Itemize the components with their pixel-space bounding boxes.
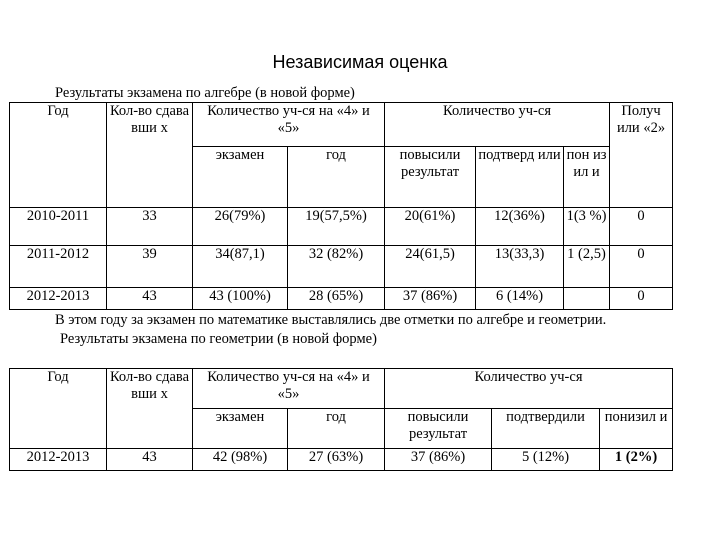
cell-raised: 37 (86%) (385, 449, 492, 471)
cell-raised: 37 (86%) (385, 288, 476, 310)
cell-year: 2012-2013 (10, 449, 107, 471)
header-exam: экзамен (193, 147, 288, 208)
table-row (10, 246, 673, 288)
cell-got2: 0 (610, 246, 673, 288)
header-count: Кол-во сдававши х (107, 103, 193, 208)
header-annual: год (288, 409, 385, 449)
header-confirmed: подтвердили (492, 409, 600, 449)
table-row (10, 288, 673, 310)
cell-got2: 0 (610, 208, 673, 246)
cell-year: 2010-2011 (10, 208, 107, 246)
header-count: Кол-во сдававши х (107, 369, 193, 449)
cell-confirmed: 13(33,3) (476, 246, 564, 288)
geometry-caption: Результаты экзамена по геометрии (в новой форме) (60, 331, 377, 347)
cell-year: 2011-2012 (10, 246, 107, 288)
algebra-table (9, 102, 673, 310)
cell-annual: 28 (65%) (288, 288, 385, 310)
cell-count: 39 (107, 246, 193, 288)
header-lowered: пон изил и (564, 147, 610, 208)
cell-lowered: 1 (2,5) (564, 246, 610, 288)
cell-count: 33 (107, 208, 193, 246)
cell-lowered (564, 288, 610, 310)
cell-confirmed: 5 (12%) (492, 449, 600, 471)
geometry-table (9, 368, 673, 471)
cell-exam: 42 (98%) (193, 449, 288, 471)
cell-exam: 26(79%) (193, 208, 288, 246)
header-lowered: понизил и (600, 409, 673, 449)
header-good-group: Количество уч-ся на «4» и «5» (193, 103, 385, 147)
cell-exam: 43 (100%) (193, 288, 288, 310)
cell-raised: 24(61,5) (385, 246, 476, 288)
table-row (10, 208, 673, 246)
header-good-group: Количество уч-ся на «4» и «5» (193, 369, 385, 409)
cell-raised: 20(61%) (385, 208, 476, 246)
header-confirmed: подтверд или (476, 147, 564, 208)
note-text: В этом году за экзамен по математике выставлялись две отметки по алгебре и геометрии. (55, 312, 607, 328)
cell-lowered: 1 (2%) (600, 449, 673, 471)
header-got2: Получ или «2» (610, 103, 673, 208)
cell-annual: 19(57,5%) (288, 208, 385, 246)
cell-confirmed: 12(36%) (476, 208, 564, 246)
cell-lowered: 1(3 %) (564, 208, 610, 246)
header-year: Год (10, 103, 107, 208)
header-change-group: Количество уч-ся (385, 103, 610, 147)
cell-got2: 0 (610, 288, 673, 310)
header-exam: экзамен (193, 409, 288, 449)
header-annual: год (288, 147, 385, 208)
header-year: Год (10, 369, 107, 449)
cell-annual: 32 (82%) (288, 246, 385, 288)
header-raised: повысили результат (385, 409, 492, 449)
algebra-caption: Результаты экзамена по алгебре (в новой форме) (55, 85, 355, 101)
cell-annual: 27 (63%) (288, 449, 385, 471)
cell-count: 43 (107, 449, 193, 471)
cell-confirmed: 6 (14%) (476, 288, 564, 310)
header-change-group: Количество уч-ся (385, 369, 673, 409)
table-row (10, 449, 673, 471)
cell-count: 43 (107, 288, 193, 310)
cell-exam: 34(87,1) (193, 246, 288, 288)
cell-year: 2012-2013 (10, 288, 107, 310)
header-raised: повысили результат (385, 147, 476, 208)
page-title: Независимая оценка (272, 52, 448, 72)
